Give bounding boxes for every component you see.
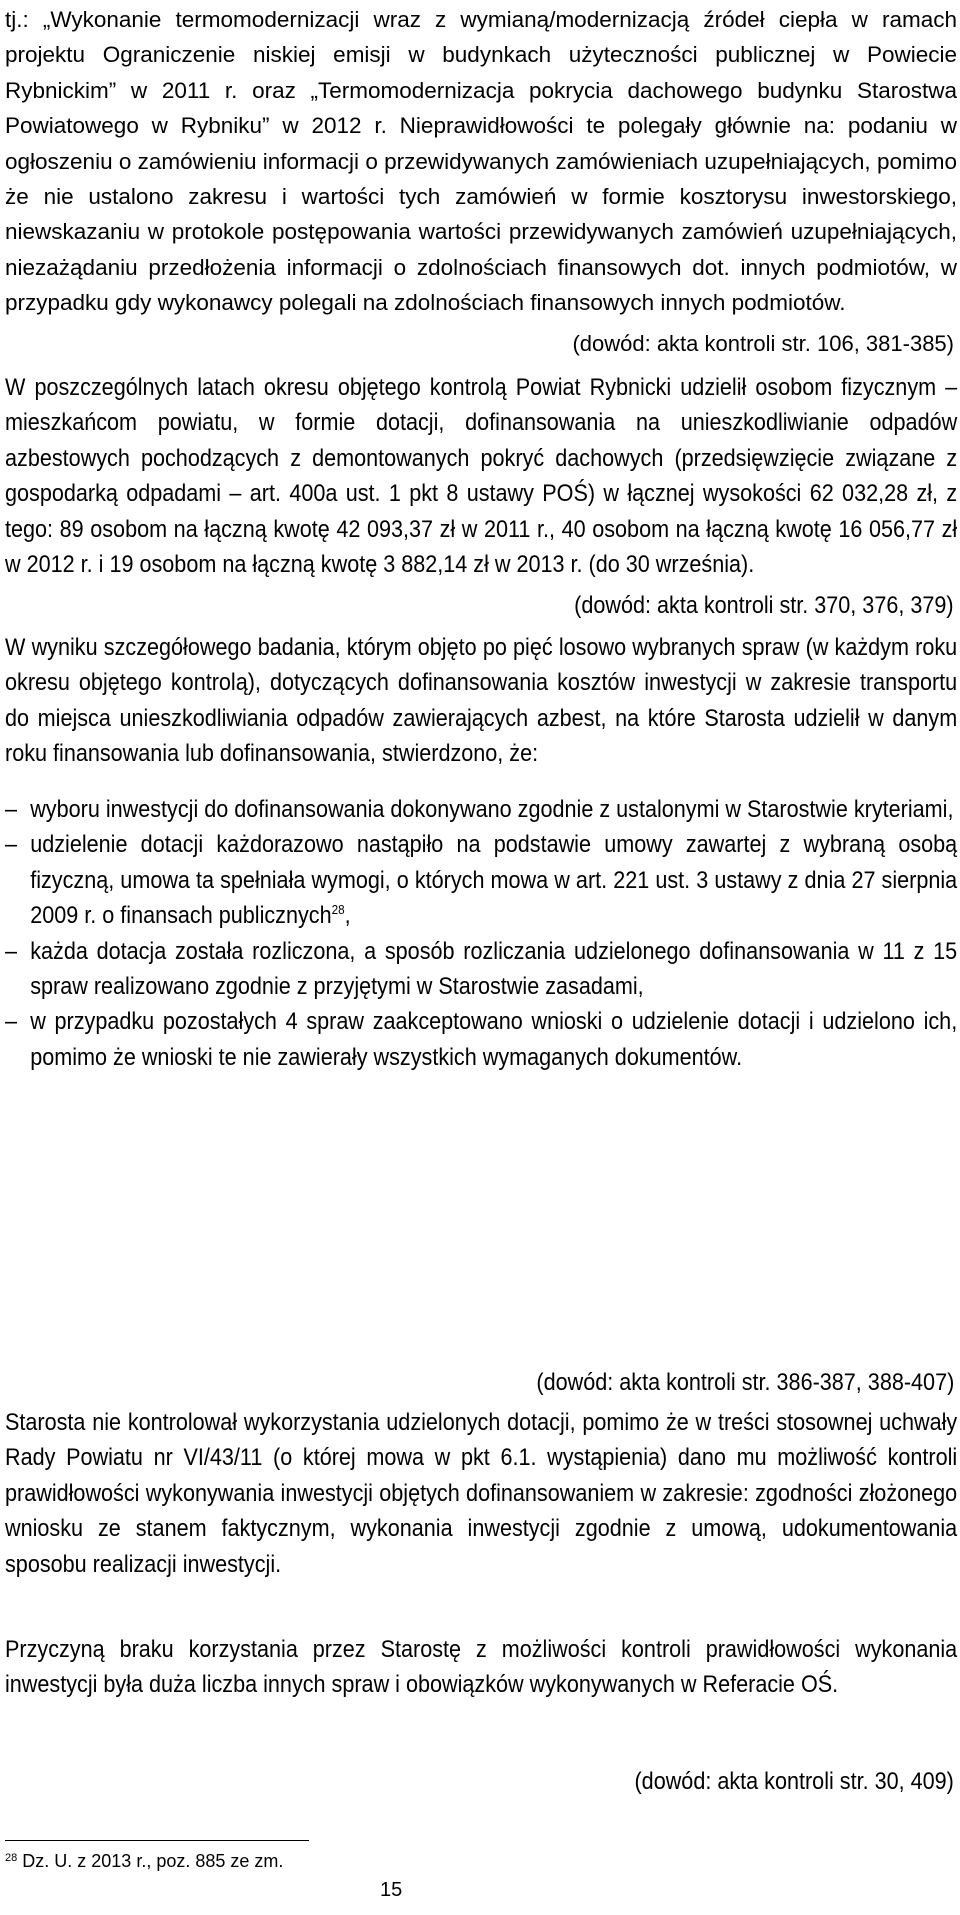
footnote-reference[interactable]: 28 <box>331 902 345 918</box>
evidence-citation-4: (dowód: akta kontroli str. 30, 409) <box>634 1768 954 1795</box>
paragraph-procurement-irregularities: tj.: „Wykonanie termomodernizacji wraz z wymianą/modernizacją źródeł ciepła w ramach projektu Ograniczenie niskiej emisji w budynkach użyteczności publicznej w Powiecie Rybnickim” w 2011 r. oraz „Termomodernizacja pokrycia dachowego budynku Starostwa Powiatowego w Rybniku” w 2012 r. Nieprawidłowości te polegały głównie na: podaniu w ogłoszeniu o zamówieniu informacji o przewidywanych zamówieniach uzupełniających, pomimo że nie ustalono zakresu i wartości tych zamówień w formie kosztorysu inwestorskiego, niewskazaniu w protokole postępowania wartości przewidywanych zamówień uzupełniających, niezażądaniu przedłożenia informacji o zdolnościach finansowych dot. innych podmiotów, w przypadku gdy wykonawcy polegali na zdolnościach finansowych innych podmiotów. <box>5 7 957 316</box>
list-item <box>5 934 957 1005</box>
dash-bullet: – <box>5 1008 18 1036</box>
page-number: 15 <box>380 1879 403 1901</box>
evidence-citation-2: (dowód: akta kontroli str. 370, 376, 379) <box>574 592 954 619</box>
paragraph-starosta-control: Starosta nie kontrolował wykorzystania udzielonych dotacji, pomimo że w treści stosownej uchwały Rady Powiatu nr VI/43/11 (o której mowa w pkt 6.1. wystąpienia) dano mu możliwość kontroli prawidłowości wykonywania inwestycji objętych dofinansowaniem w zakresie: zgodności złożonego wniosku ze stanem faktycznym, wykonania inwestycji zgodnie z umową, udokumentowania sposobu realizacji inwestycji. <box>5 1409 958 1578</box>
evidence-citation-1: (dowód: akta kontroli str. 106, 381-385) <box>572 331 954 356</box>
footnote <box>5 1848 283 1874</box>
list-item <box>5 792 957 827</box>
list-item-tail: , <box>344 902 351 930</box>
findings-list <box>5 792 957 1075</box>
list-item-text: udzielenie dotacji każdorazowo nastąpiło na podstawie umowy zawartej z wybraną osobą fizyczną, umowa ta spełniała wymogi, o których mowa w art. 221 ust. 3 ustawy z dnia 27 sierpnia 2009 r. o finansach publicznych <box>30 831 958 930</box>
list-item-text: w przypadku pozostałych 4 spraw zaakceptowano wnioski o udzielenie dotacji i udzielono ich, pomimo że wnioski te nie zawierały wszystkich wymaganych dokumentów. <box>30 1008 958 1071</box>
paragraph-asbestos-subsidies: W poszczególnych latach okresu objętego kontrolą Powiat Rybnicki udzielił osobom fizycznym – mieszkańcom powiatu, w formie dotacji, dofinansowania na unieszkodliwianie odpadów azbestowych pochodzących z demontowanych pokryć dachowych (przedsięwzięcie związane z gospodarką odpadami – art. 400a ust. 1 pkt 8 ustawy POŚ) w łącznej wysokości 62 032,28 zł, z tego: 89 osobom na łączną kwotę 42 093,37 zł w 2011 r., 40 osobom na łączną kwotę 16 056,77 zł w 2012 r. i 19 osobom na łączną kwotę 3 882,14 zł w 2013 r. (do 30 września). <box>5 374 958 579</box>
findings-list-wrapper <box>5 792 957 1075</box>
list-item-text: wyboru inwestycji do dofinansowania dokonywano zgodnie z ustalonymi w Starostwie kryteriami, <box>30 796 954 823</box>
footnote-number: 28 <box>5 1852 18 1864</box>
list-item <box>5 827 957 933</box>
paragraph-reason: Przyczyną braku korzystania przez Starostę z możliwości kontroli prawidłowości wykonania inwestycji była duża liczba innych spraw i obowiązków wykonywanych w Referacie OŚ. <box>5 1636 958 1699</box>
dash-bullet: – <box>5 831 18 859</box>
list-item-text: każda dotacja została rozliczona, a sposób rozliczania udzielonego dofinansowania w 11 z 15 spraw realizowano zgodnie z przyjętymi w Starostwie zasadami, <box>30 937 958 1001</box>
dash-bullet: – <box>5 937 18 965</box>
footnote-separator <box>5 1840 309 1841</box>
footnote-text: Dz. U. z 2013 r., poz. 885 ze zm. <box>22 1851 284 1871</box>
list-item <box>5 1004 957 1075</box>
dash-bullet: – <box>5 796 18 823</box>
evidence-citation-3: (dowód: akta kontroli str. 386-387, 388-407) <box>536 1369 954 1396</box>
paragraph-detailed-examination: W wyniku szczegółowego badania, którym objęto po pięć losowo wybranych spraw (w każdym roku okresu objętego kontrolą), dotyczących dofinansowania kosztów inwestycji w zakresie transportu do miejsca unieszkodliwiania odpadów zawierających azbest, na które Starosta udzielił w danym roku finansowania lub dofinansowania, stwierdzono, że: <box>5 634 958 768</box>
